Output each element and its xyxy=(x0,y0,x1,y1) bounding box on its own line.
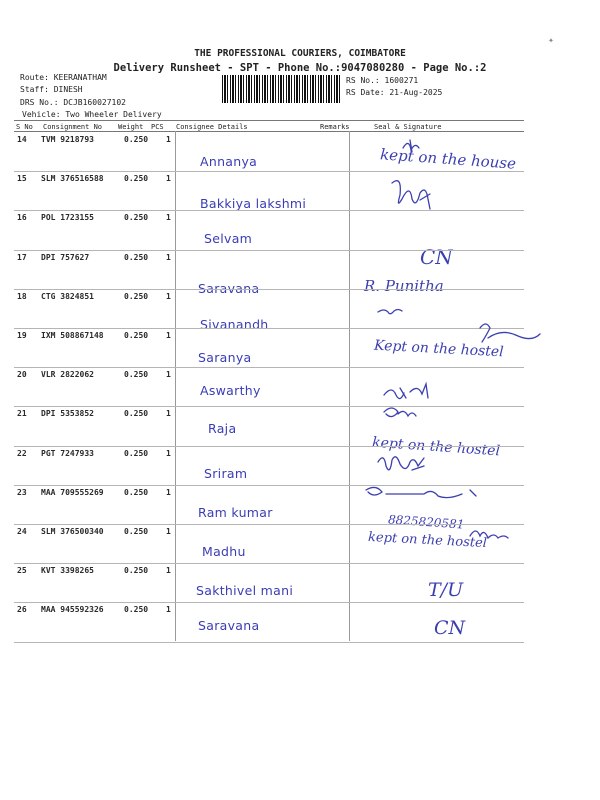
row-consignee-name: Ram kumar xyxy=(198,504,273,520)
signature-mark-row21 xyxy=(384,408,416,417)
row-consignee-name: Saravana xyxy=(198,618,260,634)
row-consignee-name: Selvam xyxy=(204,231,253,247)
row-weight: 0.250 xyxy=(124,252,149,262)
row-sno: 19 xyxy=(17,331,27,340)
row-consignee-name: Sakthivel mani xyxy=(196,583,294,599)
row-sno: 14 xyxy=(17,135,27,144)
row-sno: 22 xyxy=(17,448,27,458)
row-consignment-no: CTG 3824851 xyxy=(41,291,94,301)
signature-mark-row19 xyxy=(480,324,540,342)
row-consignment-no: MAA 945592326 xyxy=(41,605,104,615)
signature-mark-row24 xyxy=(470,531,508,538)
row-weight: 0.250 xyxy=(124,409,149,419)
row-pcs: 1 xyxy=(166,291,171,301)
row-weight: 0.250 xyxy=(124,605,149,615)
row-weight: 0.250 xyxy=(124,213,149,223)
row-sno: 20 xyxy=(17,370,27,380)
col-header-consignee: Consignee Details xyxy=(176,123,248,131)
row-consignment-no: IXM 508867148 xyxy=(41,331,104,340)
row-consignee-name: Bakkiya lakshmi xyxy=(200,196,307,212)
row-weight: 0.250 xyxy=(124,566,149,576)
row-consignment-no: SLM 376516588 xyxy=(41,174,104,184)
row-consignment-no: KVT 3398265 xyxy=(41,566,94,576)
row-weight: 0.250 xyxy=(124,487,149,497)
row-sno: 24 xyxy=(17,527,27,536)
signature-mark-row23 xyxy=(366,487,476,497)
row-consignee-name: Madhu xyxy=(202,544,246,559)
row-consignment-no: PGT 7247933 xyxy=(41,448,94,458)
row-pcs: 1 xyxy=(166,213,171,223)
row-sno: 21 xyxy=(17,409,27,419)
row-consignee-name: Raja xyxy=(208,421,237,437)
row-pcs: 1 xyxy=(166,370,171,380)
row-consignee-name: Sriram xyxy=(204,465,248,481)
signature-mark-row18 xyxy=(378,310,402,314)
row-sno: 17 xyxy=(17,252,27,262)
signature-mark-row15 xyxy=(392,181,430,209)
corner-mark: ✦ xyxy=(547,35,554,46)
row-sno: 23 xyxy=(17,487,27,497)
vehicle-label: Vehicle: Two Wheeler Delivery xyxy=(22,110,162,119)
row-consignment-no: TVM 9218793 xyxy=(41,135,94,144)
row-consignee-name: Annanya xyxy=(200,154,258,169)
row-pcs: 1 xyxy=(166,409,171,419)
route-label: Route: KEERANATHAM xyxy=(20,73,107,82)
signature-mark-row22 xyxy=(378,457,424,470)
col-header-remarks: Remarks xyxy=(320,123,350,131)
row-signature-text: T/U xyxy=(428,579,464,602)
row-signature-text: CN xyxy=(434,617,466,640)
row-weight: 0.250 xyxy=(124,174,149,184)
row-pcs: 1 xyxy=(166,605,171,615)
row-signature-text: CN xyxy=(420,245,453,270)
company-title: THE PROFESSIONAL COURIERS, COIMBATORE xyxy=(194,48,406,59)
row-pcs: 1 xyxy=(166,135,171,144)
row-sno: 25 xyxy=(17,566,27,576)
row-pcs: 1 xyxy=(166,448,171,458)
row-consignee-name: Saravana xyxy=(198,280,260,296)
row-signature-text: Kept on the hostel xyxy=(373,337,505,361)
row-weight: 0.250 xyxy=(124,370,149,380)
row-weight: 0.250 xyxy=(124,331,149,340)
row-consignment-no: DPI 757627 xyxy=(41,252,90,262)
row-signature-text: R. Punitha xyxy=(364,276,444,295)
row-pcs: 1 xyxy=(166,566,171,576)
col-header-pcs: PCS xyxy=(151,123,164,131)
col-header-consignment: Consignment No xyxy=(43,123,103,131)
row-weight: 0.250 xyxy=(124,527,149,536)
row-weight: 0.250 xyxy=(124,135,149,144)
row-pcs: 1 xyxy=(166,487,171,497)
signature-mark-row20 xyxy=(384,384,428,399)
col-header-sno: S No xyxy=(16,123,33,131)
row-weight: 0.250 xyxy=(124,448,149,458)
row-pcs: 1 xyxy=(166,527,171,536)
row-weight: 0.250 xyxy=(124,291,149,301)
row-pcs: 1 xyxy=(166,174,171,184)
row-consignment-no: POL 1723155 xyxy=(41,213,94,223)
row-sno: 18 xyxy=(17,291,27,301)
row-consignee-name: Sivanandh xyxy=(200,316,269,332)
row-consignment-no: VLR 2822062 xyxy=(41,370,94,380)
row-signature-text: 8825820581 xyxy=(387,512,465,532)
runsheet-subtitle: Delivery Runsheet - SPT - Phone No.:9047080280 - Page No.:2 xyxy=(113,62,487,74)
row-sno: 16 xyxy=(17,213,27,223)
row-sno: 26 xyxy=(17,605,27,615)
row-signature-text: kept on the house xyxy=(379,145,517,173)
rs-date: RS Date: 21-Aug-2025 xyxy=(346,88,443,97)
row-consignment-no: DPI 5353852 xyxy=(41,409,94,419)
row-signature-text: kept on the hostel xyxy=(371,434,501,460)
row-pcs: 1 xyxy=(166,331,171,340)
row-consignee-name: Saranya xyxy=(198,350,252,365)
staff-label: Staff: DINESH xyxy=(20,85,83,94)
row-consignee-name: Aswarthy xyxy=(200,383,261,399)
col-header-seal: Seal & Signature xyxy=(374,123,442,131)
signature-mark-row14 xyxy=(403,140,419,152)
row-pcs: 1 xyxy=(166,252,171,262)
row-signature-text: kept on the hostel xyxy=(367,529,488,552)
row-consignment-no: SLM 376500340 xyxy=(41,527,104,536)
row-sno: 15 xyxy=(17,174,27,184)
row-consignment-no: MAA 709555269 xyxy=(41,487,104,497)
drs-number: DRS No.: DCJB160027102 xyxy=(20,98,126,107)
rs-number: RS No.: 1600271 xyxy=(346,76,419,85)
col-header-weight: Weight xyxy=(118,123,144,131)
